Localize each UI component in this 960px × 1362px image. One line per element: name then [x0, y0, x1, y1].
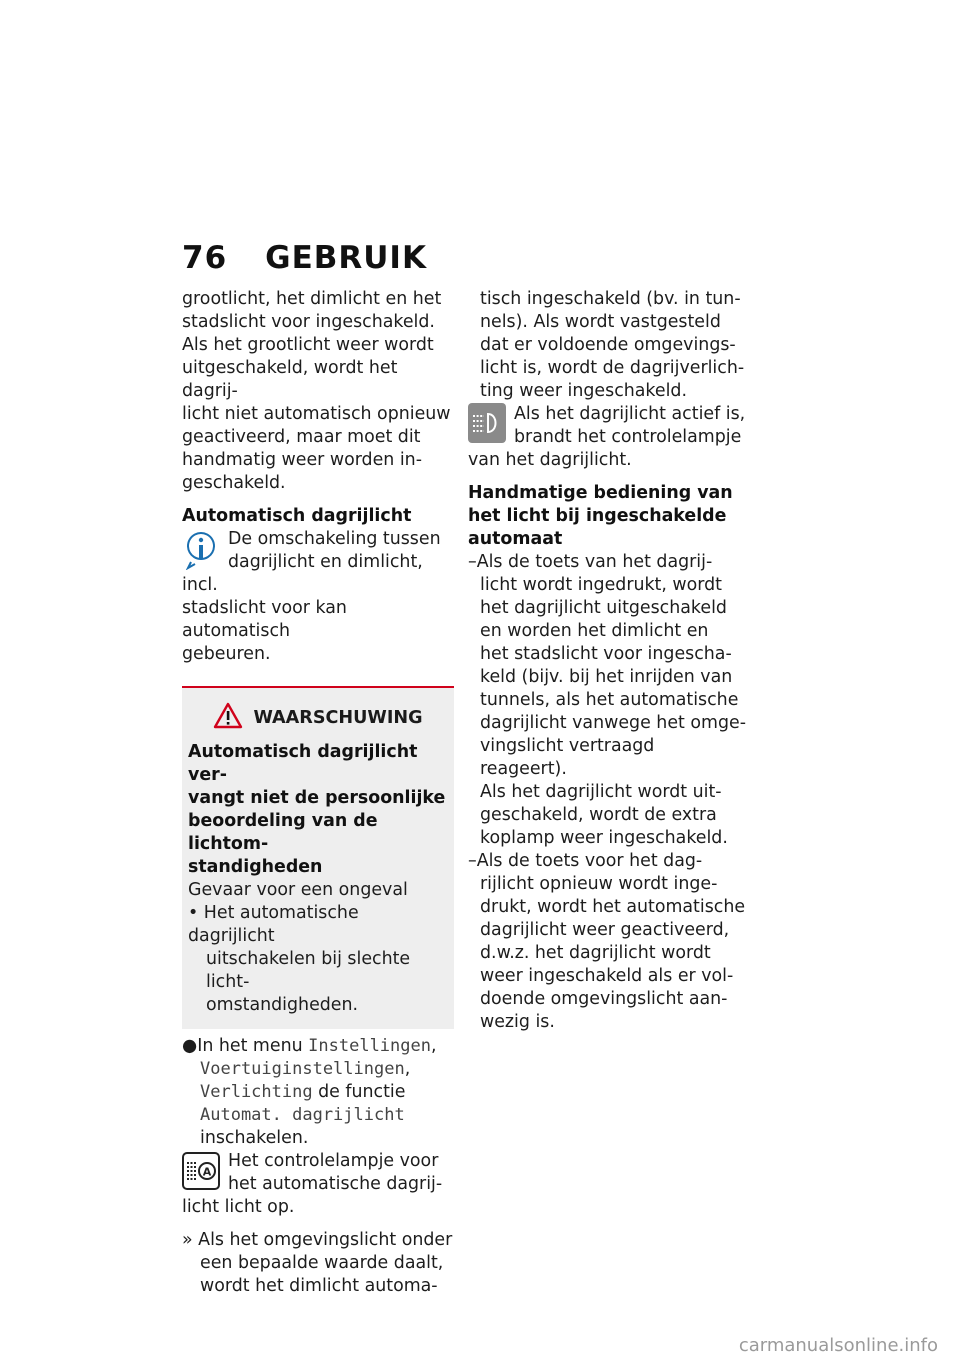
manual-heading	[468, 482, 746, 551]
text-line: gebeuren.	[182, 644, 271, 664]
text-line: vingslicht vertraagd reageert).	[480, 736, 655, 779]
dash-marker: –	[468, 552, 477, 572]
text-line: tisch ingeschakeld (bv. in tun-	[480, 289, 741, 309]
text-line: drukt, wordt het automatische	[480, 897, 746, 917]
step-text: In het menu	[197, 1036, 309, 1056]
bullet-icon: •	[188, 903, 204, 923]
result-arrow-icon: »	[182, 1230, 199, 1250]
heading-line: automaat	[468, 529, 563, 549]
text-line: wezig is.	[480, 1012, 555, 1032]
menu-path-lighting: Verlichting	[200, 1082, 313, 1102]
text-line: uitgeschakeld, wordt het dagrij-	[182, 358, 398, 401]
warning-title-row	[188, 702, 448, 733]
text-line: een bepaalde waarde daalt,	[200, 1253, 444, 1273]
text-line: d.w.z. het dagrijlicht wordt	[480, 943, 711, 963]
left-column	[182, 288, 454, 1298]
warning-heading-line: standigheden	[188, 857, 323, 877]
indicator-note	[182, 1150, 454, 1219]
text-line: uitschakelen bij slechte licht-	[206, 949, 411, 992]
text-line: het stadslicht voor ingescha-	[480, 644, 732, 664]
page-title: GEBRUIK	[265, 240, 427, 276]
text-line: Als het dagrijlicht actief is,	[514, 404, 746, 424]
dash-item-2	[468, 850, 746, 1034]
warning-heading-line: beoordeling van de lichtom-	[188, 811, 378, 854]
text-line: koplamp weer ingeschakeld.	[480, 828, 728, 848]
continued-paragraph	[468, 288, 746, 403]
text-line: licht is, wordt de dagrijverlich-	[480, 358, 745, 378]
warning-label: WAARSCHUWING	[253, 707, 423, 728]
menu-path-settings: Instellingen	[308, 1036, 431, 1056]
text-line	[182, 1104, 454, 1127]
text-line: ●In het menu Instellingen,	[182, 1036, 437, 1056]
watermark[interactable]: carmanualsonline.info	[738, 1335, 938, 1356]
text-line: dat er voldoende omgevings-	[480, 335, 736, 355]
info-icon	[182, 530, 220, 574]
svg-text:A: A	[202, 1165, 212, 1179]
warning-heading-line: vangt niet de persoonlijke	[188, 788, 446, 808]
heading-line: het licht bij ingeschakelde	[468, 506, 727, 526]
menu-path-vehicle-settings: Voertuiginstellingen	[200, 1059, 405, 1079]
dash-item-1	[468, 551, 746, 850]
text-line: tunnels, als het automatische	[480, 690, 739, 710]
text-line: dagrijlicht en dimlicht, incl.	[182, 552, 423, 595]
text-line: ting weer ingeschakeld.	[480, 381, 687, 401]
text-line: grootlicht, het dimlicht en het	[182, 289, 442, 309]
menu-step	[182, 1035, 454, 1150]
intro-paragraph	[182, 288, 454, 495]
text-line: wordt het dimlicht automa-	[200, 1276, 438, 1296]
text-line: geactiveerd, maar moet dit	[182, 427, 421, 447]
text-line: licht niet automatisch opnieuw	[182, 404, 451, 424]
text-line: De omschakeling tussen	[228, 529, 441, 549]
warning-triangle-icon	[213, 702, 243, 733]
result-paragraph	[182, 1229, 454, 1298]
lamp-note	[468, 403, 746, 472]
info-note	[182, 528, 454, 666]
warning-bullet	[188, 902, 448, 1017]
page-number: 76	[182, 240, 228, 276]
section-heading-auto: Automatisch dagrijlicht	[182, 506, 412, 526]
text-line: brandt het controlelampje	[514, 427, 742, 447]
text-line: geschakeld, wordt de extra	[480, 805, 717, 825]
text-line: keld (bijv. bij het inrijden van	[480, 667, 733, 687]
warning-heading-line: Automatisch dagrijlicht ver-	[188, 742, 418, 785]
text-line: en worden het dimlicht en	[480, 621, 709, 641]
daytime-running-light-icon	[468, 403, 506, 447]
text-line	[182, 1229, 454, 1252]
text-line: stadslicht voor ingeschakeld.	[182, 312, 435, 332]
step-text: de functie	[312, 1082, 406, 1102]
heading-line: Handmatige bediening van	[468, 483, 733, 503]
page-header	[182, 240, 427, 276]
text-line: handmatig weer worden in-	[182, 450, 422, 470]
warning-box	[182, 686, 454, 1029]
text-line: het automatische dagrij-	[228, 1174, 443, 1194]
bullet-text: Het automatische dagrijlicht	[188, 903, 359, 946]
text-line: dagrijlicht weer geactiveerd,	[480, 920, 730, 940]
text-line: Het controlelampje voor	[228, 1151, 439, 1171]
auto-drl-indicator-icon	[182, 1152, 220, 1194]
menu-path-auto-drl: Automat. dagrijlicht	[200, 1105, 405, 1125]
text-line: nels). Als wordt vastgesteld	[480, 312, 721, 332]
text-line	[188, 902, 448, 948]
text-line: stadslicht voor kan automatisch	[182, 598, 347, 641]
text-line: rijlicht opnieuw wordt inge-	[480, 874, 718, 894]
text-line: weer ingeschakeld als er vol-	[480, 966, 734, 986]
text-line: Als het dagrijlicht wordt uit-	[480, 782, 722, 802]
text-line: doende omgevingslicht aan-	[480, 989, 728, 1009]
text-line: Voertuiginstellingen,	[200, 1059, 411, 1079]
right-column	[468, 288, 746, 1034]
text-line: dagrijlicht vanwege het omge-	[480, 713, 746, 733]
text-line	[468, 850, 746, 873]
text-line: licht wordt ingedrukt, wordt	[480, 575, 722, 595]
dash-text: Als de toets voor het dag-	[476, 851, 703, 871]
text-line: het dagrijlicht uitgeschakeld	[480, 598, 727, 618]
text-line: inschakelen.	[200, 1128, 309, 1148]
text-line: geschakeld.	[182, 473, 286, 493]
text-line: licht licht op.	[182, 1197, 295, 1217]
text-line	[468, 551, 746, 574]
text-line: omstandigheden.	[206, 995, 359, 1015]
result-text: Als het omgevingslicht onder	[198, 1230, 453, 1250]
warning-consequence: Gevaar voor een ongeval	[188, 880, 408, 900]
text-line	[182, 1081, 454, 1104]
step-dot-icon: ●	[182, 1036, 198, 1056]
text-line: Als het grootlicht weer wordt	[182, 335, 434, 355]
dash-marker: –	[468, 851, 477, 871]
text-line: van het dagrijlicht.	[468, 450, 632, 470]
dash-text: Als de toets van het dagrij-	[476, 552, 713, 572]
